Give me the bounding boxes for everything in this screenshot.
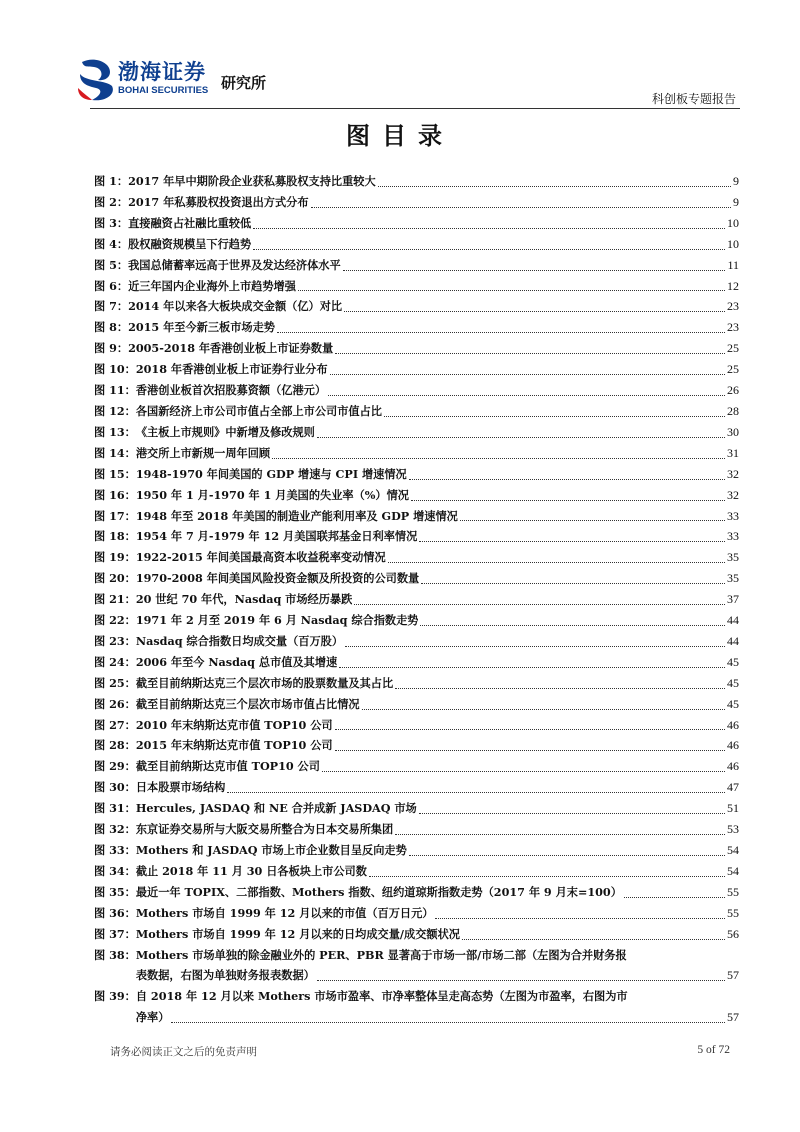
toc-entry[interactable]	[94, 317, 739, 338]
toc-entry[interactable]	[94, 861, 739, 882]
report-type-label: 科创板专题报告	[651, 92, 736, 106]
toc-entry-page: 33	[727, 508, 739, 523]
toc-dot-leader	[345, 646, 725, 647]
toc-entry-number: 图 4：	[94, 236, 129, 251]
toc-entry-number: 图 34：	[94, 863, 136, 878]
toc-entry-number: 图 12：	[94, 403, 136, 418]
toc-entry-page: 55	[727, 884, 739, 899]
toc-entry[interactable]	[94, 276, 739, 297]
toc-entry-page: 46	[727, 759, 739, 774]
toc-entry-page: 10	[727, 215, 739, 230]
toc-entry-number: 图 6：	[94, 278, 129, 293]
toc-entry-number: 图 16：	[94, 487, 136, 502]
toc-entry-page: 45	[727, 675, 739, 690]
toc-entry-title: 我国总储蓄率远高于世界及发达经济体水平	[128, 257, 341, 272]
toc-entry-page: 46	[727, 738, 739, 753]
toc-dot-leader	[330, 374, 725, 375]
toc-entry[interactable]	[94, 338, 739, 359]
toc-dot-leader	[420, 625, 725, 626]
footer-page-indicator: 5 of 72	[697, 1044, 730, 1056]
toc-entry-title: 1922-2015 年间美国最高资本收益税率变动情况	[135, 550, 386, 565]
toc-entry-title: 截至目前纳斯达克三个层次市场市值占比情况	[135, 696, 360, 711]
toc-entry-title: 最近一年 TOPIX、二部指数、Mothers 指数、纽约道琼斯指数走势（2017 年 9 月末=100）	[135, 884, 622, 899]
toc-entry-number: 图 25：	[94, 675, 136, 690]
toc-entry-number: 图 14：	[94, 445, 136, 460]
toc-entry-page: 51	[727, 801, 739, 816]
toc-dot-leader	[419, 813, 725, 814]
toc-entry-number: 图 36：	[94, 905, 136, 920]
toc-entry[interactable]	[94, 986, 739, 1028]
toc-entry[interactable]	[94, 568, 739, 589]
toc-dot-leader	[354, 604, 725, 605]
toc-entry-page: 54	[727, 863, 739, 878]
toc-entry-title: 2015 年末纳斯达克市值 TOP10 公司	[135, 738, 333, 753]
toc-entry-title: 2014 年以来各大板块成交金额（亿）对比	[128, 299, 343, 314]
toc-entry-title-line2: 表数据，右图为单独财务报表数据）	[135, 968, 315, 983]
toc-entry-title: 1948-1970 年间美国的 GDP 增速与 CPI 增速情况	[135, 466, 407, 481]
toc-entry-page: 31	[727, 445, 739, 460]
toc-entry-page: 9	[733, 174, 739, 188]
toc-entry-title: Mothers 市场自 1999 年 12 月以来的日均成交量/成交额状况	[135, 926, 460, 941]
toc-entry-title: 直接融资占社融比重较低	[128, 215, 252, 230]
toc-entry-page: 25	[727, 362, 739, 377]
toc-entry-page: 44	[727, 613, 739, 628]
toc-entry-page: 45	[727, 696, 739, 711]
toc-entry-title: 东京证券交易所与大阪交易所整合为日本交易所集团	[135, 822, 394, 837]
toc-dot-leader	[317, 980, 725, 981]
toc-dot-leader	[335, 750, 725, 751]
toc-entry-page: 35	[727, 571, 739, 586]
toc-entry-page: 9	[733, 194, 739, 209]
toc-entry[interactable]	[94, 171, 739, 192]
toc-entry[interactable]	[94, 589, 739, 610]
toc-entry-number: 图 8：	[94, 320, 129, 335]
toc-entry-page: 56	[727, 926, 739, 941]
toc-entry-title: 1948 年至 2018 年美国的制造业产能利用率及 GDP 增速情况	[135, 508, 458, 523]
toc-dot-leader	[335, 353, 725, 354]
logo-english-name: BOHAI SECURITIES	[118, 85, 209, 96]
toc-entry[interactable]	[94, 506, 739, 527]
toc-entry-title: 近三年国内企业海外上市趋势增强	[128, 278, 296, 293]
toc-entry[interactable]	[94, 735, 739, 756]
toc-entry-page: 11	[727, 257, 739, 272]
toc-entry-title: 2017 年早中期阶段企业获私募股权支持比重较大	[128, 174, 376, 188]
toc-entry[interactable]	[94, 401, 739, 422]
footer-disclaimer: 请务必阅读正文之后的免责声明	[110, 1046, 257, 1058]
toc-entry-number: 图 1：	[94, 174, 129, 188]
toc-entry-title: 1971 年 2 月至 2019 年 6 月 Nasdaq 综合指数走势	[135, 613, 419, 628]
toc-entry-page: 57	[727, 1010, 739, 1025]
toc-entry-title: Nasdaq 综合指数日均成交量（百万股）	[135, 633, 344, 648]
toc-entry[interactable]	[94, 945, 739, 987]
toc-dot-leader	[343, 270, 726, 271]
toc-entry-number: 图 26：	[94, 696, 136, 711]
toc-entry-page: 26	[727, 383, 739, 398]
toc-entry-number: 图 37：	[94, 926, 136, 941]
logo-department: 研究所	[221, 74, 267, 92]
toc-entry[interactable]	[94, 715, 739, 736]
toc-dot-leader	[460, 520, 725, 521]
toc-entry-page: 45	[727, 654, 739, 669]
toc-entry-number: 图 10：	[94, 362, 136, 377]
toc-entry-title: 《主板上市规则》中新增及修改规则	[135, 424, 315, 439]
toc-entry-title-line1: 自 2018 年 12 月以来 Mothers 市场市盈率、市净率整体呈走高态势（左图为市盈率，右图为市	[135, 989, 628, 1004]
toc-entry-number: 图 38：	[94, 947, 136, 962]
toc-entry-title-line2: 净率）	[135, 1010, 170, 1025]
toc-entry-page: 57	[727, 968, 739, 983]
toc-entry-page: 44	[727, 633, 739, 648]
toc-entry-title: 2017 年私募股权投资退出方式分布	[128, 194, 309, 209]
page-title: 图目录	[346, 121, 454, 150]
toc-entry[interactable]	[94, 777, 739, 798]
toc-entry-number: 图 19：	[94, 550, 136, 565]
toc-entry-number: 图 27：	[94, 717, 136, 732]
toc-dot-leader	[378, 186, 731, 187]
toc-entry-page: 55	[727, 905, 739, 920]
toc-entry-page: 32	[727, 487, 739, 502]
toc-entry-number: 图 11：	[94, 383, 136, 398]
toc-dot-leader	[328, 395, 725, 396]
toc-dot-leader	[298, 290, 725, 291]
toc-entry-page: 35	[727, 550, 739, 565]
toc-entry-title: 2006 年至今 Nasdaq 总市值及其增速	[135, 654, 338, 669]
toc-entry[interactable]	[94, 610, 739, 631]
toc-entry-title: 日本股票市场结构	[135, 780, 226, 795]
toc-dot-leader	[435, 918, 725, 919]
toc-entry-number: 图 35：	[94, 884, 136, 899]
toc-dot-leader	[272, 458, 725, 459]
toc-entry-page: 54	[727, 843, 739, 857]
toc-entry-number: 图 24：	[94, 654, 136, 669]
toc-entry-number: 图 17：	[94, 508, 136, 523]
toc-dot-leader	[362, 709, 725, 710]
toc-dot-leader	[411, 500, 725, 501]
toc-dot-leader	[624, 897, 725, 898]
toc-entry-number: 图 29：	[94, 759, 136, 774]
toc-entry-number: 图 32：	[94, 822, 136, 837]
figure-toc-list	[94, 171, 739, 1028]
toc-entry[interactable]	[94, 255, 739, 276]
toc-entry[interactable]	[94, 213, 739, 234]
toc-entry[interactable]	[94, 234, 739, 255]
toc-entry[interactable]	[94, 192, 739, 213]
toc-entry-number: 图 21：	[94, 592, 136, 607]
toc-entry-title: Mothers 市场自 1999 年 12 月以来的市值（百万日元）	[135, 905, 434, 920]
toc-dot-leader	[253, 249, 725, 250]
bohai-logo-icon	[76, 58, 116, 102]
toc-entry-title: 港交所上市新规一周年回顾	[135, 445, 271, 460]
toc-entry-number: 图 7：	[94, 299, 129, 314]
toc-entry-title: 2015 年至今新三板市场走势	[128, 320, 275, 335]
toc-dot-leader	[317, 437, 725, 438]
toc-entry[interactable]	[94, 819, 739, 840]
toc-entry[interactable]	[94, 798, 739, 819]
toc-dot-leader	[171, 1022, 725, 1023]
toc-entry-page: 37	[727, 592, 739, 607]
toc-dot-leader	[227, 792, 725, 793]
toc-entry-page: 12	[727, 278, 739, 293]
toc-entry[interactable]	[94, 526, 739, 547]
report-header	[76, 56, 740, 108]
toc-entry-page: 32	[727, 466, 739, 481]
toc-entry-page: 53	[727, 822, 739, 837]
toc-entry-title: Hercules, JASDAQ 和 NE 合并成新 JASDAQ 市场	[135, 801, 417, 816]
toc-entry-number: 图 15：	[94, 466, 136, 481]
toc-entry[interactable]	[94, 903, 739, 924]
toc-entry-title: 20 世纪 70 年代，Nasdaq 市场经历暴跌	[135, 592, 353, 607]
toc-entry-title: 1970-2008 年间美国风险投资金额及所投资的公司数量	[135, 571, 420, 586]
toc-dot-leader	[322, 771, 725, 772]
toc-dot-leader	[421, 583, 725, 584]
toc-entry[interactable]	[94, 443, 739, 464]
toc-entry-title-line1: Mothers 市场单独的除金融业外的 PER、PBR 显著高于市场一部/市场二部（左图为合并财务报	[135, 947, 627, 962]
toc-entry-page: 10	[727, 236, 739, 251]
toc-entry[interactable]	[94, 673, 739, 694]
toc-entry-number: 图 23：	[94, 633, 136, 648]
toc-dot-leader	[344, 311, 725, 312]
toc-dot-leader	[311, 207, 731, 208]
toc-entry-page: 28	[727, 403, 739, 418]
toc-entry-title: 1954 年 7 月-1979 年 12 月美国联邦基金日利率情况	[135, 529, 418, 544]
toc-entry[interactable]	[94, 485, 739, 506]
logo-chinese-name: 渤海证券	[118, 60, 206, 84]
toc-entry-title: 各国新经济上市公司市值占全部上市公司市值占比	[135, 403, 382, 418]
toc-entry-page: 23	[727, 299, 739, 314]
toc-entry-number: 图 18：	[94, 529, 136, 544]
toc-entry-title: 2018 年香港创业板上市证券行业分布	[135, 362, 328, 377]
toc-entry-number: 图 22：	[94, 613, 136, 628]
toc-entry-title: 2010 年末纳斯达克市值 TOP10 公司	[135, 717, 333, 732]
toc-entry-number: 图 13：	[94, 424, 136, 439]
toc-entry-number: 图 20：	[94, 571, 136, 586]
toc-dot-leader	[462, 939, 725, 940]
toc-dot-leader	[339, 667, 725, 668]
toc-entry-number: 图 5：	[94, 257, 129, 272]
toc-entry[interactable]	[94, 756, 739, 777]
toc-dot-leader	[419, 541, 725, 542]
toc-entry-number: 图 33：	[94, 843, 136, 857]
toc-entry[interactable]	[94, 422, 739, 443]
toc-entry-title: 香港创业板首次招股募资额（亿港元）	[135, 383, 327, 398]
toc-entry-title: 股权融资规模呈下行趋势	[128, 236, 252, 251]
toc-dot-leader	[335, 729, 725, 730]
toc-entry-page: 25	[727, 341, 739, 356]
toc-entry-title: 截至目前纳斯达克市值 TOP10 公司	[135, 759, 320, 774]
toc-entry-number: 图 2：	[94, 194, 129, 209]
toc-entry[interactable]	[94, 547, 739, 568]
toc-dot-leader	[395, 688, 725, 689]
toc-entry-page: 33	[727, 529, 739, 544]
toc-entry-title: 1950 年 1 月-1970 年 1 月美国的失业率（%）情况	[135, 487, 409, 502]
toc-entry[interactable]	[94, 631, 739, 652]
toc-entry[interactable]	[94, 840, 739, 861]
toc-entry-title: Mothers 和 JASDAQ 市场上市企业数目呈反向走势	[135, 843, 407, 857]
toc-entry-number: 图 31：	[94, 801, 136, 816]
toc-dot-leader	[395, 834, 725, 835]
toc-entry-number: 图 28：	[94, 738, 136, 753]
toc-entry-title: 截止 2018 年 11 月 30 日各板块上市公司数	[135, 863, 367, 878]
toc-entry[interactable]	[94, 296, 739, 317]
toc-dot-leader	[409, 855, 725, 856]
toc-entry-number: 图 39：	[94, 989, 136, 1004]
toc-entry[interactable]	[94, 694, 739, 715]
toc-entry[interactable]	[94, 882, 739, 903]
toc-dot-leader	[369, 876, 725, 877]
toc-dot-leader	[253, 228, 725, 229]
toc-entry[interactable]	[94, 464, 739, 485]
toc-dot-leader	[277, 332, 725, 333]
toc-dot-leader	[384, 416, 725, 417]
toc-entry-page: 30	[727, 424, 739, 439]
toc-dot-leader	[409, 479, 725, 480]
toc-entry-number: 图 30：	[94, 780, 136, 795]
toc-entry[interactable]	[94, 380, 739, 401]
toc-entry-page: 47	[727, 780, 739, 795]
toc-entry-number: 图 3：	[94, 215, 129, 230]
header-divider	[90, 108, 740, 109]
toc-entry[interactable]	[94, 359, 739, 380]
toc-entry-title: 2005-2018 年香港创业板上市证券数量	[128, 341, 334, 356]
toc-entry-number: 图 9：	[94, 341, 129, 356]
toc-entry-title: 截至目前纳斯达克三个层次市场的股票数量及其占比	[135, 675, 394, 690]
toc-dot-leader	[388, 562, 725, 563]
toc-entry[interactable]	[94, 652, 739, 673]
toc-entry-page: 23	[727, 320, 739, 335]
toc-entry[interactable]	[94, 924, 739, 945]
toc-entry-page: 46	[727, 717, 739, 732]
